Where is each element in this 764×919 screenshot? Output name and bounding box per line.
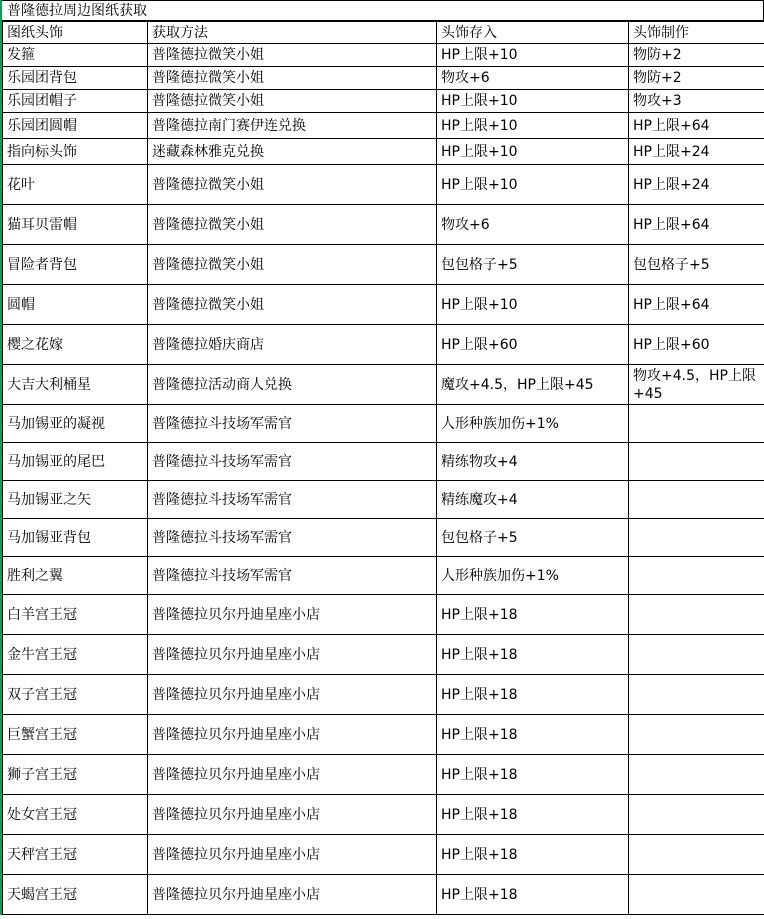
cell-craft[interactable]: 物攻+4.5，HP上限+45 <box>629 365 764 405</box>
cell-craft[interactable]: 包包格子+5 <box>629 245 764 285</box>
cell-craft[interactable] <box>629 595 764 635</box>
headwear-table <box>2 21 764 915</box>
cell-craft[interactable] <box>629 675 764 715</box>
cell-blueprint[interactable]: 冒险者背包 <box>3 245 148 285</box>
cell-blueprint[interactable]: 猫耳贝雷帽 <box>3 205 148 245</box>
table-body <box>3 44 764 915</box>
cell-method[interactable]: 普隆德拉贝尔丹迪星座小店 <box>148 715 437 755</box>
table-row <box>3 481 764 519</box>
cell-method[interactable]: 普隆德拉斗技场军需官 <box>148 405 437 443</box>
cell-blueprint[interactable]: 乐园团背包 <box>3 67 148 90</box>
cell-method[interactable]: 普隆德拉活动商人兑换 <box>148 365 437 405</box>
cell-craft[interactable] <box>629 835 764 875</box>
cell-method[interactable]: 普隆德拉贝尔丹迪星座小店 <box>148 875 437 915</box>
cell-deposit[interactable]: HP上限+18 <box>437 835 629 875</box>
table-row <box>3 635 764 675</box>
cell-method[interactable]: 普隆德拉微笑小姐 <box>148 44 437 67</box>
table-row <box>3 165 764 205</box>
cell-craft[interactable] <box>629 795 764 835</box>
table-row <box>3 519 764 557</box>
cell-blueprint[interactable]: 巨蟹宫王冠 <box>3 715 148 755</box>
cell-deposit[interactable]: HP上限+18 <box>437 675 629 715</box>
table-row <box>3 443 764 481</box>
cell-blueprint[interactable]: 处女宫王冠 <box>3 795 148 835</box>
table-row <box>3 595 764 635</box>
cell-method[interactable]: 普隆德拉斗技场军需官 <box>148 557 437 595</box>
table-row <box>3 405 764 443</box>
header-method[interactable]: 获取方法 <box>148 22 437 44</box>
cell-deposit[interactable]: 精练魔攻+4 <box>437 481 629 519</box>
cell-deposit[interactable]: 人形种族加伤+1% <box>437 557 629 595</box>
cell-blueprint[interactable]: 乐园团圆帽 <box>3 113 148 139</box>
cell-craft[interactable] <box>629 481 764 519</box>
cell-blueprint[interactable]: 樱之花嫁 <box>3 325 148 365</box>
cell-craft[interactable]: HP上限+60 <box>629 325 764 365</box>
cell-method[interactable]: 普隆德拉微笑小姐 <box>148 205 437 245</box>
cell-method[interactable]: 普隆德拉斗技场军需官 <box>148 519 437 557</box>
cell-blueprint[interactable]: 马加锡亚的凝视 <box>3 405 148 443</box>
cell-blueprint[interactable]: 天蝎宫王冠 <box>3 875 148 915</box>
cell-blueprint[interactable]: 马加锡亚的尾巴 <box>3 443 148 481</box>
cell-craft[interactable] <box>629 715 764 755</box>
cell-deposit[interactable]: HP上限+18 <box>437 595 629 635</box>
cell-method[interactable]: 普隆德拉微笑小姐 <box>148 67 437 90</box>
table-row <box>3 795 764 835</box>
cell-deposit[interactable]: 包包格子+5 <box>437 519 629 557</box>
cell-deposit[interactable]: HP上限+10 <box>437 44 629 67</box>
table-row <box>3 139 764 165</box>
cell-blueprint[interactable]: 指向标头饰 <box>3 139 148 165</box>
cell-blueprint[interactable]: 马加锡亚之矢 <box>3 481 148 519</box>
cell-craft[interactable] <box>629 755 764 795</box>
cell-method[interactable]: 普隆德拉斗技场军需官 <box>148 443 437 481</box>
cell-method[interactable]: 普隆德拉微笑小姐 <box>148 90 437 113</box>
cell-method[interactable]: 普隆德拉微笑小姐 <box>148 165 437 205</box>
cell-method[interactable]: 普隆德拉贝尔丹迪星座小店 <box>148 755 437 795</box>
cell-craft[interactable]: 物攻+3 <box>629 90 764 113</box>
cell-method[interactable]: 普隆德拉南门赛伊连兑换 <box>148 113 437 139</box>
table-row <box>3 715 764 755</box>
cell-deposit[interactable]: HP上限+18 <box>437 795 629 835</box>
cell-craft[interactable]: HP上限+24 <box>629 139 764 165</box>
cell-deposit[interactable]: HP上限+10 <box>437 139 629 165</box>
cell-craft[interactable]: 物防+2 <box>629 67 764 90</box>
cell-craft[interactable] <box>629 875 764 915</box>
cell-method[interactable]: 普隆德拉贝尔丹迪星座小店 <box>148 675 437 715</box>
cell-deposit[interactable]: HP上限+10 <box>437 285 629 325</box>
cell-method[interactable]: 迷藏森林雅克兑换 <box>148 139 437 165</box>
table-row <box>3 113 764 139</box>
header-blueprint[interactable]: 图纸头饰 <box>3 22 148 44</box>
table-row <box>3 875 764 915</box>
cell-deposit[interactable]: HP上限+18 <box>437 715 629 755</box>
table-row <box>3 557 764 595</box>
cell-deposit[interactable]: HP上限+18 <box>437 755 629 795</box>
cell-deposit[interactable]: HP上限+10 <box>437 90 629 113</box>
cell-blueprint[interactable]: 双子宫王冠 <box>3 675 148 715</box>
cell-craft[interactable] <box>629 635 764 675</box>
cell-craft[interactable]: HP上限+64 <box>629 113 764 139</box>
cell-blueprint[interactable]: 狮子宫王冠 <box>3 755 148 795</box>
cell-deposit[interactable]: HP上限+60 <box>437 325 629 365</box>
cell-method[interactable]: 普隆德拉斗技场军需官 <box>148 481 437 519</box>
cell-deposit[interactable]: 精练物攻+4 <box>437 443 629 481</box>
cell-deposit[interactable]: HP上限+10 <box>437 113 629 139</box>
cell-craft[interactable] <box>629 405 764 443</box>
table-row <box>3 67 764 90</box>
table-row <box>3 245 764 285</box>
header-deposit[interactable]: 头饰存入 <box>437 22 629 44</box>
cell-blueprint[interactable]: 大吉大利桶星 <box>3 365 148 405</box>
table-row <box>3 44 764 67</box>
cell-deposit[interactable]: 包包格子+5 <box>437 245 629 285</box>
cell-craft[interactable]: 物防+2 <box>629 44 764 67</box>
cell-method[interactable]: 普隆德拉贝尔丹迪星座小店 <box>148 635 437 675</box>
table-row <box>3 835 764 875</box>
cell-craft[interactable]: HP上限+24 <box>629 165 764 205</box>
cell-deposit[interactable]: 人形种族加伤+1% <box>437 405 629 443</box>
cell-deposit[interactable]: HP上限+10 <box>437 165 629 205</box>
cell-craft[interactable]: HP上限+64 <box>629 205 764 245</box>
cell-craft[interactable] <box>629 519 764 557</box>
cell-method[interactable]: 普隆德拉贝尔丹迪星座小店 <box>148 835 437 875</box>
cell-blueprint[interactable]: 发箍 <box>3 44 148 67</box>
table-row <box>3 755 764 795</box>
cell-deposit[interactable]: HP上限+18 <box>437 635 629 675</box>
table-row <box>3 90 764 113</box>
table-row <box>3 285 764 325</box>
header-row <box>3 22 764 44</box>
cell-method[interactable]: 普隆德拉婚庆商店 <box>148 325 437 365</box>
cell-deposit[interactable]: 物攻+6 <box>437 67 629 90</box>
table-row <box>3 325 764 365</box>
cell-blueprint[interactable]: 金牛宫王冠 <box>3 635 148 675</box>
sheet-title[interactable]: 普隆德拉周边图纸获取 <box>2 0 764 21</box>
cell-craft[interactable] <box>629 443 764 481</box>
cell-craft[interactable]: HP上限+64 <box>629 285 764 325</box>
table-row <box>3 205 764 245</box>
cell-deposit[interactable]: 魔攻+4.5，HP上限+45 <box>437 365 629 405</box>
cell-deposit[interactable]: 物攻+6 <box>437 205 629 245</box>
cell-deposit[interactable]: HP上限+18 <box>437 875 629 915</box>
cell-blueprint[interactable]: 马加锡亚背包 <box>3 519 148 557</box>
cell-blueprint[interactable]: 白羊宫王冠 <box>3 595 148 635</box>
table-row <box>3 675 764 715</box>
cell-blueprint[interactable]: 天秤宫王冠 <box>3 835 148 875</box>
cell-blueprint[interactable]: 乐园团帽子 <box>3 90 148 113</box>
table-row <box>3 365 764 405</box>
cell-method[interactable]: 普隆德拉贝尔丹迪星座小店 <box>148 795 437 835</box>
header-craft[interactable]: 头饰制作 <box>629 22 764 44</box>
cell-blueprint[interactable]: 圆帽 <box>3 285 148 325</box>
cell-method[interactable]: 普隆德拉微笑小姐 <box>148 245 437 285</box>
cell-method[interactable]: 普隆德拉微笑小姐 <box>148 285 437 325</box>
cell-method[interactable]: 普隆德拉贝尔丹迪星座小店 <box>148 595 437 635</box>
cell-blueprint[interactable]: 花叶 <box>3 165 148 205</box>
cell-blueprint[interactable]: 胜利之翼 <box>3 557 148 595</box>
cell-craft[interactable] <box>629 557 764 595</box>
